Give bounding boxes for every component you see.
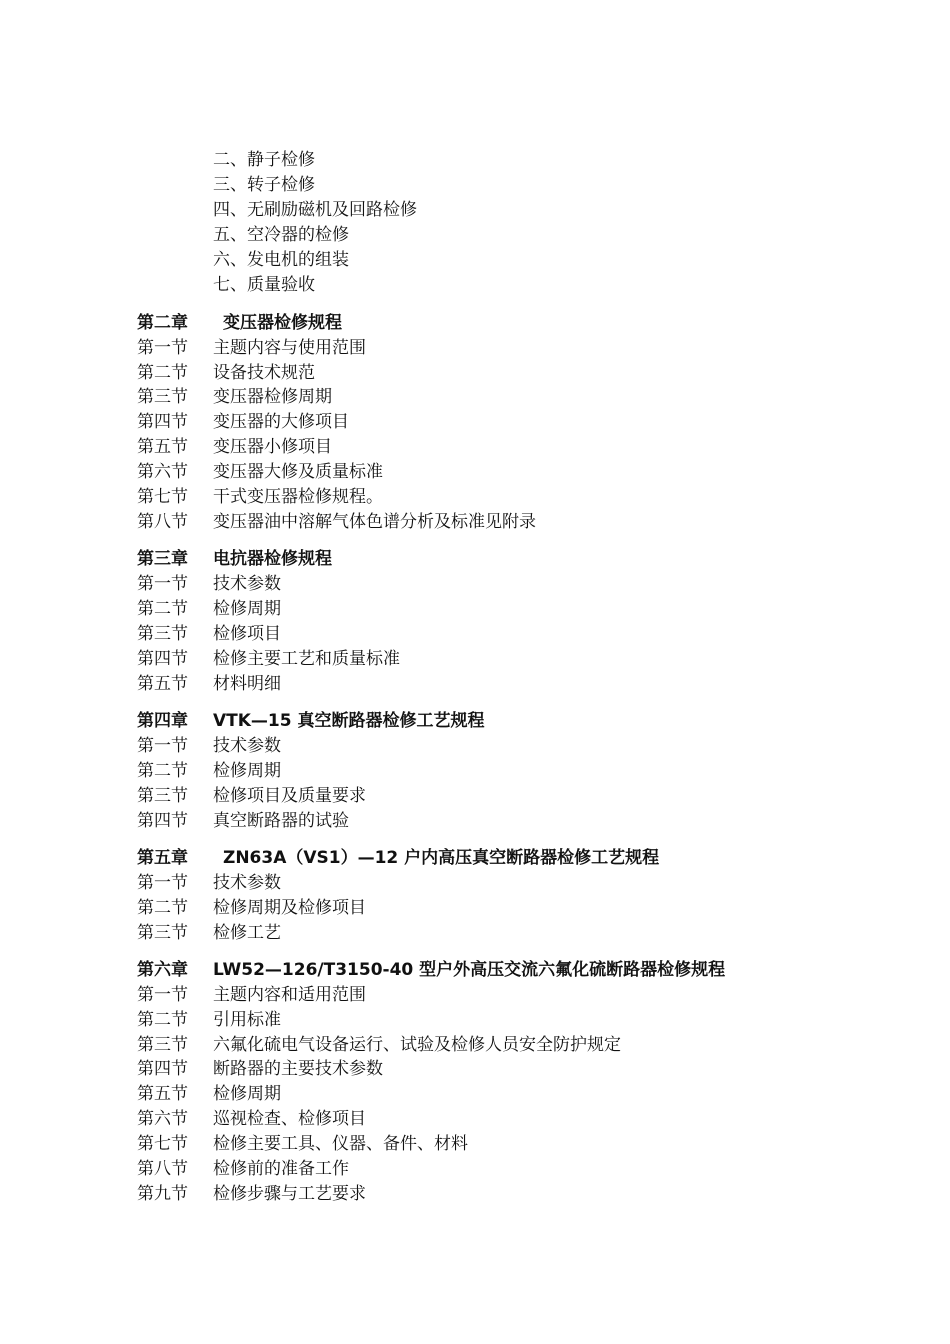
section-title: 设备技术规范 [213,363,315,383]
section-title: 检修主要工具、仪器、备件、材料 [213,1134,468,1154]
chapter-label: 第四章 [137,711,188,731]
section-number: 第二节 [137,761,188,781]
section-title: 检修周期 [213,599,281,619]
chapter-title: LW52—126/T3150-40 型户外高压交流六氟化硫断路器检修规程 [213,960,726,980]
section-title: 技术参数 [213,873,281,893]
section-title: 检修周期 [213,761,281,781]
section-title: 检修工艺 [213,923,281,943]
section-number: 第四节 [137,649,188,669]
chapter-heading [137,548,332,570]
toc-subitem: 四、无刷励磁机及回路检修 [213,200,417,220]
section-title: 变压器检修周期 [213,387,332,407]
section-title: 检修主要工艺和质量标准 [213,649,400,669]
section-title: 真空断路器的试验 [213,811,349,831]
section-title: 技术参数 [213,736,281,756]
chapter-heading [137,959,726,981]
section-number: 第六节 [137,462,188,482]
section-number: 第七节 [137,1134,188,1154]
section-number: 第七节 [137,487,188,507]
chapter-label: 第五章 [137,848,188,868]
section-number: 第一节 [137,873,188,893]
section-title: 变压器油中溶解气体色谱分析及标准见附录 [213,512,536,532]
section-number: 第八节 [137,512,188,532]
section-number: 第二节 [137,363,188,383]
section-number: 第三节 [137,387,188,407]
chapter-title: 变压器检修规程 [223,313,342,333]
chapter-title: VTK—15 真空断路器检修工艺规程 [213,711,485,731]
section-title: 检修项目 [213,624,281,644]
section-number: 第一节 [137,736,188,756]
chapter-heading [137,847,660,869]
section-number: 第二节 [137,599,188,619]
section-number: 第九节 [137,1184,188,1204]
section-title: 主题内容和适用范围 [213,985,366,1005]
section-title: 检修周期 [213,1084,281,1104]
section-number: 第一节 [137,338,188,358]
section-number: 第四节 [137,1059,188,1079]
section-number: 第八节 [137,1159,188,1179]
section-title: 检修周期及检修项目 [213,898,366,918]
section-number: 第一节 [137,985,188,1005]
section-number: 第四节 [137,412,188,432]
section-number: 第一节 [137,574,188,594]
toc-subitem: 三、转子检修 [213,175,315,195]
section-number: 第二节 [137,1010,188,1030]
section-number: 第三节 [137,624,188,644]
chapter-title: 电抗器检修规程 [213,549,332,569]
toc-subitem: 七、质量验收 [213,275,315,295]
chapter-label: 第六章 [137,960,188,980]
toc-subitem: 五、空冷器的检修 [213,225,349,245]
section-number: 第三节 [137,786,188,806]
section-title: 引用标准 [213,1010,281,1030]
section-title: 干式变压器检修规程。 [213,487,383,507]
section-title: 检修步骤与工艺要求 [213,1184,366,1204]
chapter-heading [137,312,342,334]
section-title: 检修项目及质量要求 [213,786,366,806]
section-title: 变压器大修及质量标准 [213,462,383,482]
section-number: 第四节 [137,811,188,831]
toc-subitem: 六、发电机的组装 [213,250,349,270]
section-number: 第五节 [137,674,188,694]
chapter-label: 第三章 [137,549,188,569]
section-title: 变压器小修项目 [213,437,332,457]
section-number: 第六节 [137,1109,188,1129]
section-title: 变压器的大修项目 [213,412,349,432]
section-title: 主题内容与使用范围 [213,338,366,358]
chapter-heading [137,710,485,732]
section-number: 第三节 [137,1035,188,1055]
toc-subitem: 二、静子检修 [213,150,315,170]
section-title: 检修前的准备工作 [213,1159,349,1179]
section-title: 六氟化硫电气设备运行、试验及检修人员安全防护规定 [213,1035,621,1055]
section-number: 第二节 [137,898,188,918]
section-title: 断路器的主要技术参数 [213,1059,383,1079]
section-title: 材料明细 [213,674,281,694]
chapter-title: ZN63A（VS1）—12 户内高压真空断路器检修工艺规程 [223,848,660,868]
section-number: 第五节 [137,437,188,457]
chapter-label: 第二章 [137,313,188,333]
section-number: 第五节 [137,1084,188,1104]
section-title: 技术参数 [213,574,281,594]
section-number: 第三节 [137,923,188,943]
section-title: 巡视检查、检修项目 [213,1109,366,1129]
